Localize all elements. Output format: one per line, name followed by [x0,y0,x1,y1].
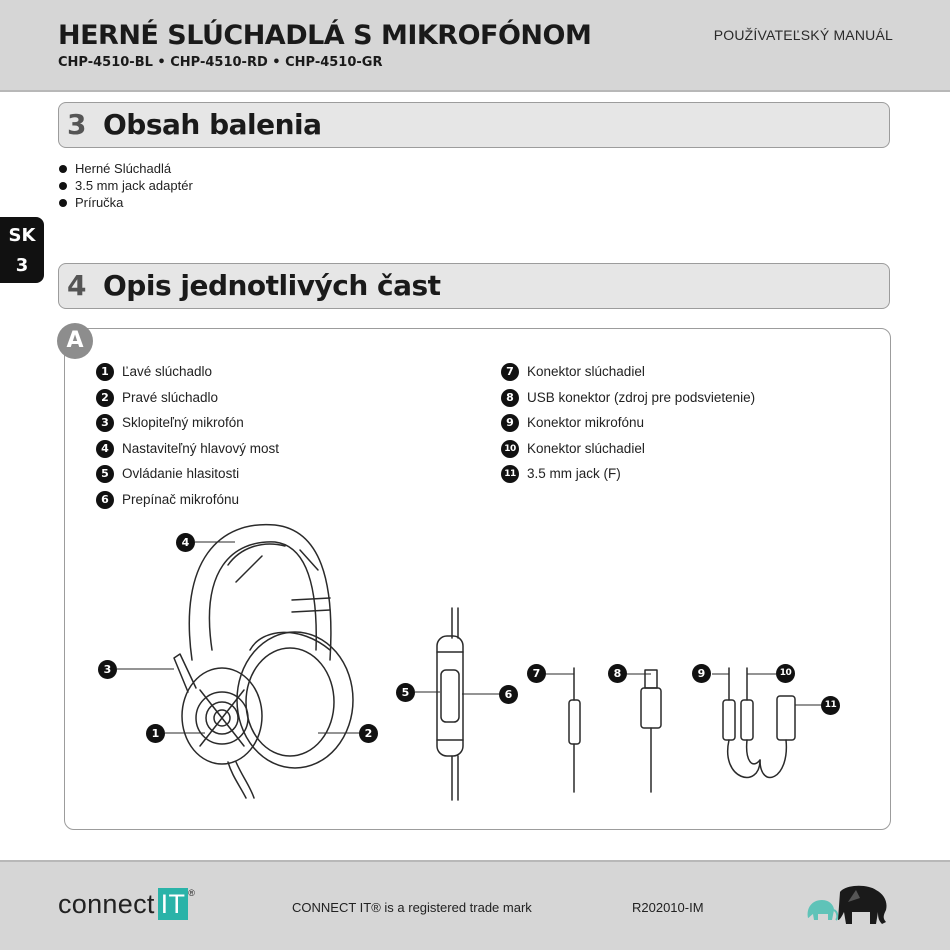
callout-6: 6 [499,685,518,704]
part-label: Ovládanie hlasitosti [122,466,240,481]
figure-label-badge: A [57,323,93,359]
part-number: 8 [501,389,519,407]
part-label: Konektor slúchadiel [527,440,645,456]
brand-logo [58,888,195,920]
part-number: 7 [501,363,519,381]
language-code: SK [8,225,36,246]
brand-registered: ® [188,888,196,898]
part-label: Konektor slúchadiel [527,364,645,379]
list-item: 3.5 mm jack adaptér [58,177,193,194]
female-jack-shape [777,696,795,740]
section-title: Obsah balenia [103,108,322,141]
part-label: Prepínač mikrofónu [122,491,240,507]
trademark-notice: CONNECT IT® is a registered trade mark [292,900,532,915]
headphone-jack-shape [569,700,580,744]
part-number: 10 [501,440,519,458]
part-label: 3.5 mm jack (F) [527,466,621,481]
part-number: 4 [96,440,114,458]
part-number: 5 [96,465,114,483]
usb-connector-shape [645,670,657,688]
callout-9: 9 [692,664,711,683]
callout-7: 7 [527,664,546,683]
list-item: Príručka [58,194,193,211]
part-label: Ľavé slúchadlo [122,364,213,379]
model-numbers: CHP-4510-BL • CHP-4510-RD • CHP-4510-GR [58,55,383,70]
document-code: R202010-IM [632,900,704,915]
callout-11: 11 [821,696,840,715]
callout-4: 4 [176,533,195,552]
callout-10: 10 [776,664,795,683]
part-label: Sklopiteľný mikrofón [122,415,244,430]
manual-label: POUŽÍVATEĽSKÝ MANUÁL [713,27,893,43]
section-number: 4 [67,269,87,302]
part-number: 1 [96,363,114,381]
section-number: 3 [67,108,87,141]
brand-word: connect [58,889,155,919]
list-item: Herné Slúchadlá [58,160,193,177]
mic-jack-shape [723,700,735,740]
callout-2: 2 [359,724,378,743]
part-number: 6 [96,491,114,509]
part-label: Pravé slúchadlo [122,389,219,405]
page-number: 3 [15,255,29,276]
elephant-logo-icon [804,880,896,928]
part-number: 9 [501,414,519,432]
part-label: USB konektor (zdroj pre podsvietenie) [527,389,756,405]
part-label: Konektor mikrofónu [527,415,645,430]
callout-8: 8 [608,664,627,683]
callout-5: 5 [396,683,415,702]
callout-1: 1 [146,724,165,743]
right-earcup-shape [237,632,353,768]
part-number: 2 [96,389,114,407]
document-title: HERNÉ SLÚCHADLÁ S MIKROFÓNOM [58,20,592,51]
headphone-jack-2-shape [741,700,753,740]
brand-mark: IT [158,888,189,920]
section-title: Opis jednotlivých čast [103,269,441,302]
part-number: 3 [96,414,114,432]
callout-3: 3 [98,660,117,679]
part-label: Nastaviteľný hlavový most [122,440,279,456]
part-number: 11 [501,465,519,483]
